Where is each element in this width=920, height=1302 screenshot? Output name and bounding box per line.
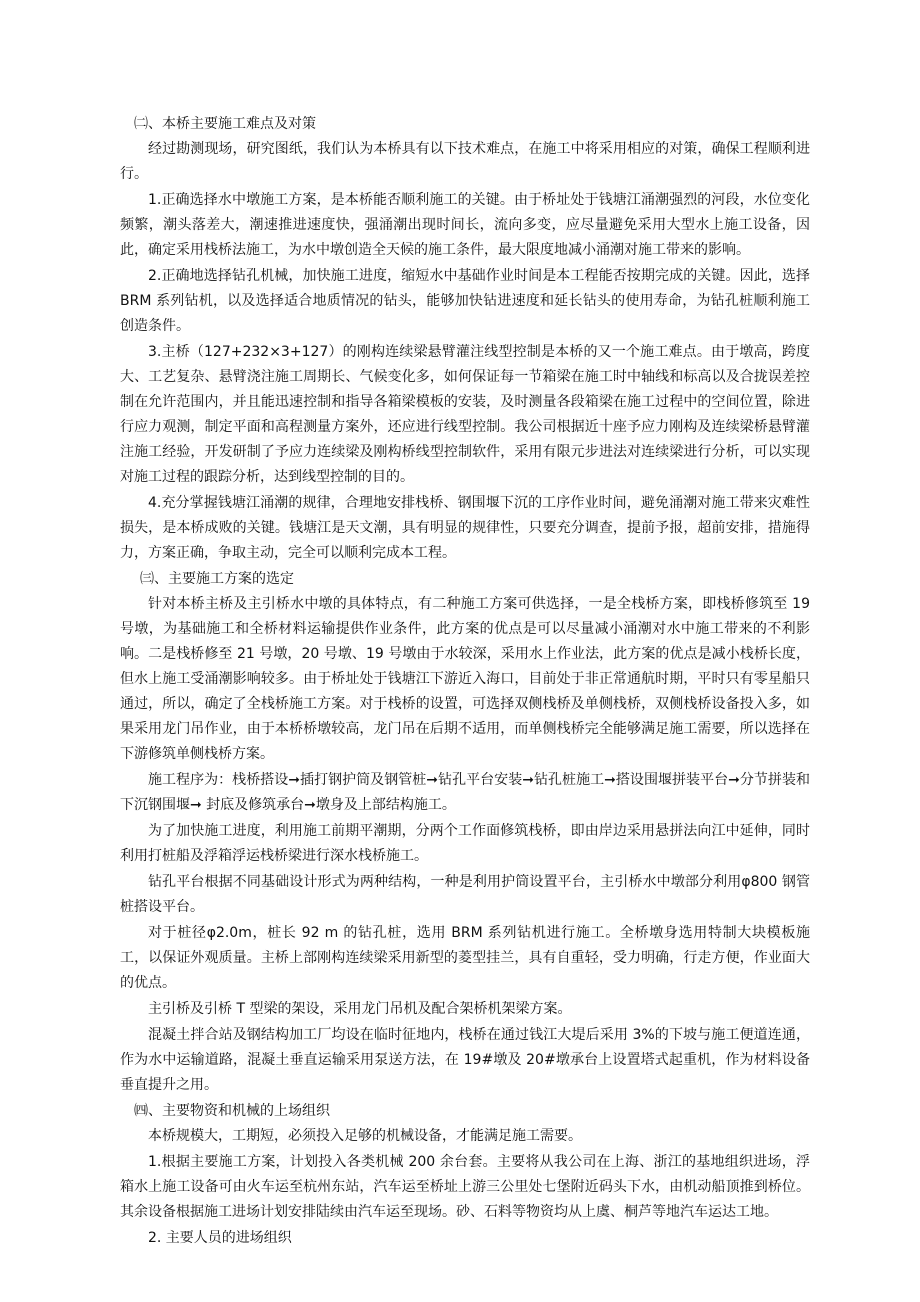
paragraph: 1.正确选择水中墩施工方案，是本桥能否顺利施工的关键。由于桥址处于钱塘江涌潮强烈的河段，水位变化频繁，潮头落差大，潮速推进速度快，强涌潮出现时间长，流向多变，应尽量避免采用大型水上施工设备，因此，确定采用栈桥法施工，为水中墩创造全天候的施工条件，最大限度地减小涌潮对施工带来的影响。 [120,192,810,258]
paragraph: 3.主桥（127+232×3+127）的刚构连续梁悬臂灌注线型控制是本桥的又一个施工难点。由于墩高，跨度大、工艺复杂、悬臂浇注施工周期长、气候变化多，如何保证每一节箱梁在施工时中轴线和标高以及合拢误差控制在允许范围内，并且能迅速控制和指导各箱梁模板的安装，及时测量各段箱梁在施工过程中的空间位置，除进行应力观测，制定平面和高程测量方案外，还应进行线型控制。我公司根据近十座予应力刚构及连续梁桥悬臂灌注施工经验，开发研制了予应力连续梁及刚构桥线型控制软件，采用有限元步进法对连续梁进行分析，可以实现对施工过程的跟踪分析，达到线型控制的目的。 [120,344,810,485]
section-heading-scheme: ㈢、主要施工方案的选定 [140,571,294,587]
paragraph: 对于桩径φ2.0m，桩长 92 m 的钻孔桩，选用 BRM 系列钻机进行施工。全桥墩身选用特制大块模板施工，以保证外观质量。主桥上部刚构连续梁采用新型的菱型挂兰，具有自重轻，受力明确，行走方便，作业面大的优点。 [120,925,810,991]
paragraph: 本桥规模大，工期短，必须投入足够的机械设备，才能满足施工需要。 [148,1128,582,1144]
document-body [120,112,810,1252]
paragraph: 1.根据主要施工方案，计划投入各类机械 200 余台套。主要将从我公司在上海、浙江的基地组织进场，浮箱水上施工设备可由火车运至杭州东站，汽车运至桥址上游三公里处七堡附近码头下水，由机动船顶推到桥位。其余设备根据施工进场计划安排陆续由汽车运至现场。砂、石料等物资均从上虞、桐芦等地汽车运达工地。 [120,1154,810,1220]
paragraph: 经过勘测现场，研究图纸，我们认为本桥具有以下技术难点，在施工中将采用相应的对策，确保工程顺利进行。 [120,141,810,182]
paragraph: 4.充分掌握钱塘江涌潮的规律，合理地安排栈桥、钢围堰下沉的工序作业时间，避免涌潮对施工带来灾难性损失，是本桥成败的关键。钱塘江是天文潮，具有明显的规律性，只要充分调查，提前予报，超前安排，措施得力，方案正确，争取主动，完全可以顺利完成本工程。 [120,495,810,561]
paragraph: 2.正确地选择钻孔机械，加快施工进度，缩短水中基础作业时间是本工程能否按期完成的关键。因此，选择 BRM 系列钻机，以及选择适合地质情况的钻头，能够加快钻进速度和延长钻头的使用寿命，为钻孔桩顺利施工创造条件。 [120,268,810,334]
paragraph: 钻孔平台根据不同基础设计形式为两种结构，一种是利用护筒设置平台，主引桥水中墩部分利用φ800 钢管桩搭设平台。 [120,874,810,915]
paragraph: 混凝土拌合站及钢结构加工厂均设在临时征地内，栈桥在通过钱江大堤后采用 3%的下坡与施工便道连通，作为水中运输道路，混凝土垂直运输采用泵送方法，在 19#墩及 20#墩承台上设置塔式起重机，作为材料设备垂直提升之用。 [120,1027,810,1093]
paragraph: 主引桥及引桥 T 型梁的架设，采用龙门吊机及配合架桥机架梁方案。 [148,1001,572,1017]
paragraph: 施工程序为：栈桥搭设➞插打钢护筒及钢管桩➞钻孔平台安装➞钻孔桩施工➞搭设围堰拼装平台➞分节拼装和下沉钢围堰➞ 封底及修筑承台➞墩身及上部结构施工。 [120,772,810,813]
paragraph: 针对本桥主桥及主引桥水中墩的具体特点，有二种施工方案可供选择，一是全栈桥方案，即栈桥修筑至 19 号墩，为基础施工和全桥材料运输提供作业条件，此方案的优点是可以尽量减小涌潮对水中施工带来的不利影响。二是栈桥修至 21 号墩，20 号墩、19 号墩由于水较深，采用水上作业法，此方案的优点是减小栈桥长度，但水上施工受涌潮影响较多。由于桥址处于钱塘江下游近入海口，目前处于非正常通航时期，平时只有零星船只通过，所以，确定了全栈桥施工方案。对于栈桥的设置，可选择双侧栈桥及单侧栈桥，双侧栈桥设备投入多，如果采用龙门吊作业，由于本桥桥墩较高，龙门吊在后期不适用，而单侧栈桥完全能够满足施工需要，所以选择在下游修筑单侧栈桥方案。 [120,596,810,762]
paragraph: 2. 主要人员的进场组织 [148,1230,292,1246]
section-heading-difficulties: ㈡、本桥主要施工难点及对策 [134,116,316,132]
paragraph: 为了加快施工进度，利用施工前期平潮期，分两个工作面修筑栈桥，即由岸边采用悬拼法向江中延伸，同时利用打桩船及浮箱浮运栈桥梁进行深水栈桥施工。 [120,823,810,864]
section-heading-mobilization: ㈣、主要物资和机械的上场组织 [134,1103,330,1119]
